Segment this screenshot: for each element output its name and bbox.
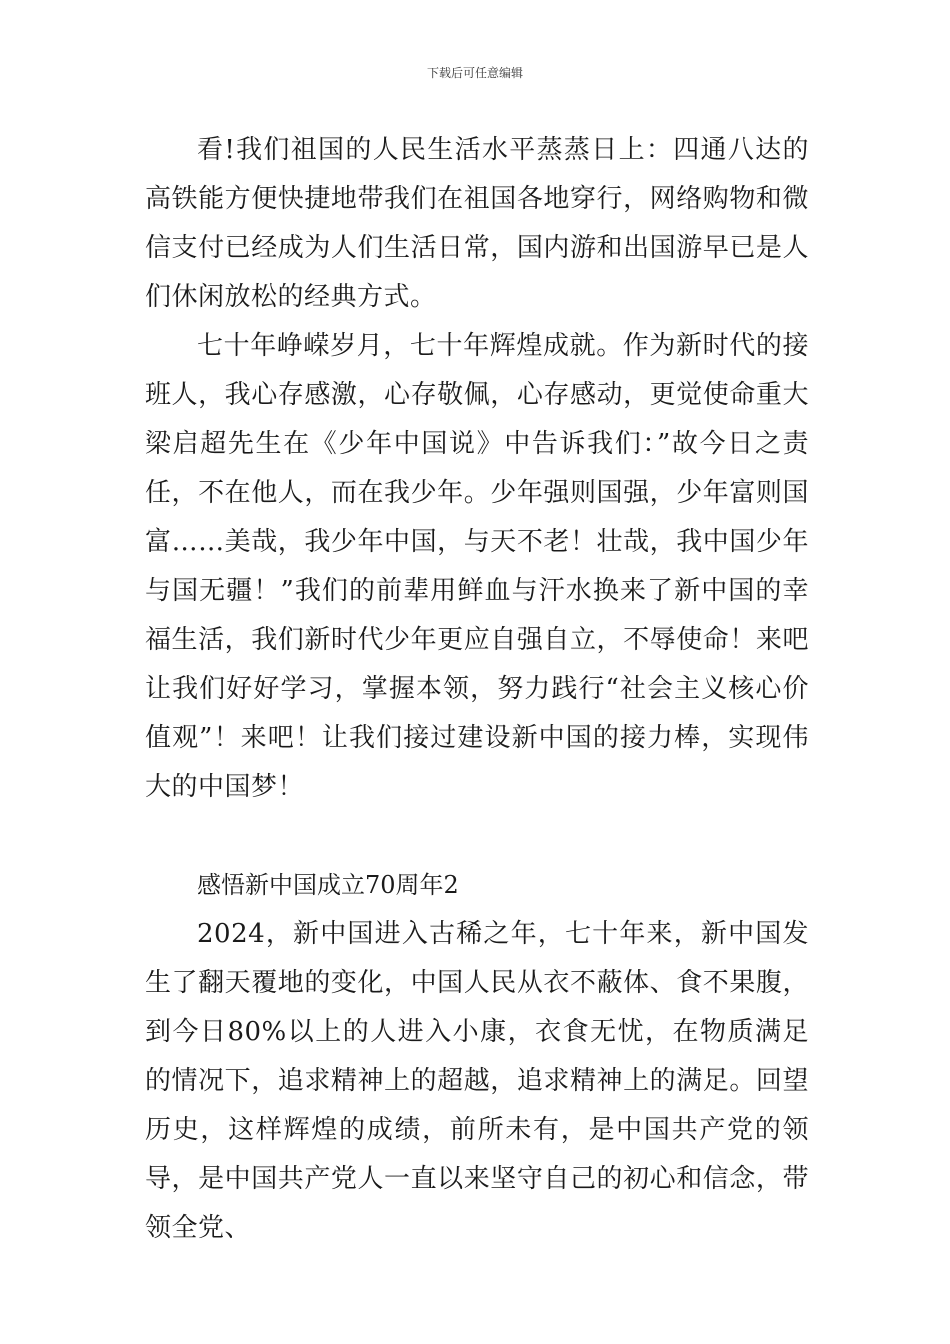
document-body bbox=[145, 126, 809, 1253]
paragraph-2: 七十年峥嵘岁月，七十年辉煌成就。作为新时代的接班人，我心存感激，心存敬佩，心存感动，更觉使命重大梁启超先生在《少年中国说》中告诉我们：”故今日之责任，不在他人，而在我少年。少年强则国强，少年富则国富……美哉，我少年中国，与天不老！壮哉，我中国少年与国无疆！”我们的前辈用鲜血与汗水换来了新中国的幸福生活，我们新时代少年更应自强自立，不辱使命！来吧让我们好好学习，掌握本领，努力践行“社会主义核心价值观”！来吧！让我们接过建设新中国的接力棒，实现伟大的中国梦！ bbox=[145, 331, 809, 802]
section-title: 感悟新中国成立70周年2 bbox=[197, 871, 459, 899]
page-header-note: 下载后可任意编辑 bbox=[426, 66, 523, 80]
paragraph-1: 看!我们祖国的人民生活水平蒸蒸日上：四通八达的高铁能方便快捷地带我们在祖国各地穿行，网络购物和微信支付已经成为人们生活日常，国内游和出国游早已是人们休闲放松的经典方式。 bbox=[145, 135, 809, 312]
paragraph-3: 2024，新中国进入古稀之年，七十年来，新中国发生了翻天覆地的变化，中国人民从衣不蔽体、食不果腹，到今日80%以上的人进入小康，衣食无忧，在物质满足的情况下，追求精神上的超越，追求精神上的满足。回望历史，这样辉煌的成绩，前所未有，是中国共产党的领导，是中国共产党人一直以来坚守自己的初心和信念，带领全党、 bbox=[145, 919, 809, 1243]
